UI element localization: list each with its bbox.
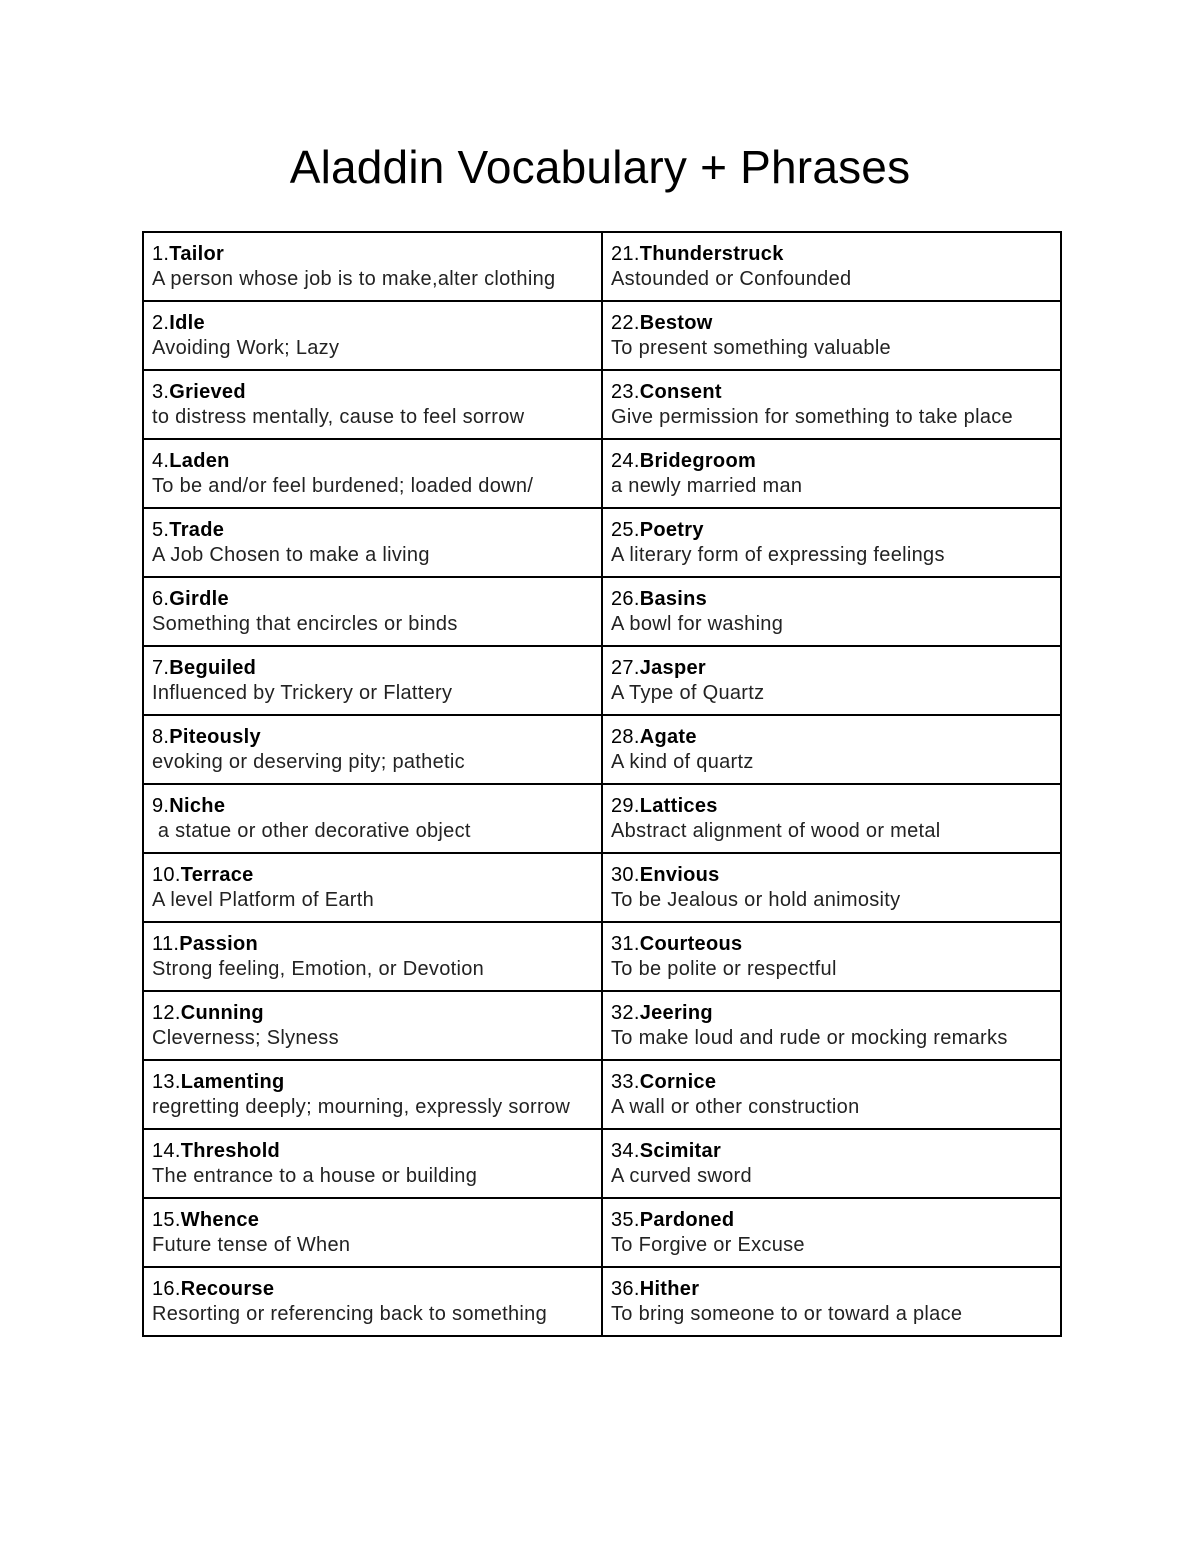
vocab-word: Basins — [639, 587, 708, 610]
vocab-term — [152, 1208, 593, 1233]
vocab-cell — [143, 232, 602, 301]
vocab-definition: Influenced by Trickery or Flattery — [152, 681, 453, 704]
table-row — [143, 853, 1061, 922]
vocab-word: Lamenting — [180, 1070, 285, 1093]
vocab-term — [611, 311, 1052, 336]
vocab-term — [152, 725, 593, 750]
vocab-cell — [143, 922, 602, 991]
vocab-number: 24. — [611, 449, 640, 472]
vocab-number: 31. — [611, 932, 640, 955]
vocab-cell — [602, 577, 1061, 646]
vocab-definition: Resorting or referencing back to something — [152, 1302, 548, 1325]
vocabulary-table-body — [143, 232, 1061, 1336]
vocab-definition: To present something valuable — [611, 336, 891, 359]
vocab-cell — [143, 508, 602, 577]
vocab-cell — [602, 301, 1061, 370]
vocab-number: 35. — [611, 1208, 640, 1231]
vocab-number: 10. — [152, 863, 181, 886]
vocab-term — [152, 932, 593, 957]
vocab-word: Hither — [639, 1277, 700, 1300]
vocab-number: 9. — [152, 794, 170, 817]
vocab-cell — [602, 646, 1061, 715]
vocab-number: 13. — [152, 1070, 181, 1093]
vocab-number: 32. — [611, 1001, 640, 1024]
vocab-word: Piteously — [169, 725, 261, 748]
vocab-cell — [602, 715, 1061, 784]
vocab-word: Consent — [639, 380, 722, 403]
vocab-cell — [602, 784, 1061, 853]
vocab-number: 23. — [611, 380, 640, 403]
vocab-term — [611, 656, 1052, 681]
table-row — [143, 439, 1061, 508]
vocab-number: 33. — [611, 1070, 640, 1093]
vocab-cell — [143, 577, 602, 646]
vocab-word: Cornice — [639, 1070, 717, 1093]
vocab-term — [611, 1001, 1052, 1026]
vocab-definition: To be polite or respectful — [611, 957, 837, 980]
vocab-number: 4. — [152, 449, 170, 472]
vocab-definition: To make loud and rude or mocking remarks — [611, 1026, 1008, 1049]
vocab-term — [611, 1277, 1052, 1302]
vocab-word: Whence — [180, 1208, 260, 1231]
vocab-term — [611, 1208, 1052, 1233]
vocab-term — [152, 863, 593, 888]
vocab-word: Beguiled — [169, 656, 257, 679]
vocab-definition: A literary form of expressing feelings — [611, 543, 945, 566]
vocab-definition: A kind of quartz — [611, 750, 754, 773]
vocab-number: 27. — [611, 656, 640, 679]
vocab-word: Courteous — [639, 932, 743, 955]
vocab-definition: A Type of Quartz — [611, 681, 765, 704]
page-title: Aladdin Vocabulary + Phrases — [289, 141, 911, 193]
vocab-number: 22. — [611, 311, 640, 334]
vocab-term — [152, 587, 593, 612]
vocab-cell — [143, 439, 602, 508]
vocab-term — [611, 518, 1052, 543]
vocab-term — [152, 242, 593, 267]
table-row — [143, 301, 1061, 370]
vocab-definition: A bowl for washing — [611, 612, 784, 635]
vocab-word: Trade — [169, 518, 225, 541]
vocab-word: Jasper — [639, 656, 706, 679]
vocab-word: Grieved — [169, 380, 246, 403]
vocab-word: Envious — [639, 863, 720, 886]
vocab-number: 21. — [611, 242, 640, 265]
table-row — [143, 1060, 1061, 1129]
vocab-term — [611, 449, 1052, 474]
vocab-word: Jeering — [639, 1001, 713, 1024]
vocab-word: Passion — [179, 932, 259, 955]
vocab-definition: Avoiding Work; Lazy — [152, 336, 340, 359]
vocab-number: 1. — [152, 242, 170, 265]
vocab-cell — [143, 1267, 602, 1336]
vocab-definition: The entrance to a house or building — [152, 1164, 478, 1187]
vocab-cell — [602, 232, 1061, 301]
vocab-number: 29. — [611, 794, 640, 817]
vocab-term — [611, 1139, 1052, 1164]
vocab-term — [152, 794, 593, 819]
table-row — [143, 922, 1061, 991]
vocab-number: 30. — [611, 863, 640, 886]
vocab-word: Idle — [169, 311, 205, 334]
vocab-number: 16. — [152, 1277, 181, 1300]
vocab-definition: to distress mentally, cause to feel sorrow — [152, 405, 525, 428]
vocab-definition: To be and/or feel burdened; loaded down/ — [152, 474, 534, 497]
vocab-definition: Cleverness; Slyness — [152, 1026, 339, 1049]
vocab-number: 36. — [611, 1277, 640, 1300]
vocab-definition: A wall or other construction — [611, 1095, 860, 1118]
vocab-word: Scimitar — [639, 1139, 722, 1162]
table-row — [143, 370, 1061, 439]
vocabulary-table — [142, 231, 1062, 1337]
vocab-term — [611, 794, 1052, 819]
vocab-term — [152, 518, 593, 543]
vocab-number: 28. — [611, 725, 640, 748]
vocab-cell — [602, 853, 1061, 922]
vocab-cell — [602, 1198, 1061, 1267]
vocab-term — [611, 1070, 1052, 1095]
vocab-cell — [602, 1129, 1061, 1198]
vocab-number: 6. — [152, 587, 170, 610]
vocab-cell — [143, 853, 602, 922]
vocab-cell — [602, 922, 1061, 991]
vocab-word: Poetry — [639, 518, 704, 541]
vocab-number: 26. — [611, 587, 640, 610]
vocab-word: Tailor — [169, 242, 225, 265]
vocab-cell — [143, 715, 602, 784]
vocab-definition: A curved sword — [611, 1164, 752, 1187]
vocab-cell — [602, 991, 1061, 1060]
vocab-definition: Strong feeling, Emotion, or Devotion — [152, 957, 485, 980]
vocab-number: 15. — [152, 1208, 181, 1231]
vocab-definition: a statue or other decorative object — [152, 819, 471, 842]
vocab-term — [152, 1070, 593, 1095]
vocab-word: Pardoned — [639, 1208, 735, 1231]
table-row — [143, 991, 1061, 1060]
vocab-number: 3. — [152, 380, 170, 403]
vocab-cell — [143, 301, 602, 370]
vocab-definition: Abstract alignment of wood or metal — [611, 819, 941, 842]
vocab-cell — [602, 1267, 1061, 1336]
vocab-cell — [143, 646, 602, 715]
vocab-cell — [143, 784, 602, 853]
vocab-cell — [143, 370, 602, 439]
vocab-word: Niche — [169, 794, 226, 817]
vocab-cell — [143, 991, 602, 1060]
vocab-definition: A Job Chosen to make a living — [152, 543, 430, 566]
vocab-definition: Astounded or Confounded — [611, 267, 852, 290]
vocab-number: 11. — [152, 932, 180, 955]
vocab-definition: To Forgive or Excuse — [611, 1233, 805, 1256]
vocab-term — [152, 449, 593, 474]
vocab-number: 34. — [611, 1139, 640, 1162]
vocab-term — [611, 725, 1052, 750]
vocab-term — [152, 311, 593, 336]
vocab-word: Bridegroom — [639, 449, 757, 472]
vocab-definition: Give permission for something to take place — [611, 405, 1013, 428]
vocab-definition: a newly married man — [611, 474, 803, 497]
vocab-term — [611, 863, 1052, 888]
table-row — [143, 784, 1061, 853]
vocab-word: Laden — [169, 449, 230, 472]
table-row — [143, 646, 1061, 715]
vocab-definition: Something that encircles or binds — [152, 612, 458, 635]
vocab-term — [152, 1001, 593, 1026]
vocab-term — [152, 1139, 593, 1164]
vocab-cell — [143, 1198, 602, 1267]
table-row — [143, 1198, 1061, 1267]
vocab-term — [611, 380, 1052, 405]
table-row — [143, 232, 1061, 301]
vocab-word: Terrace — [180, 863, 254, 886]
vocab-word: Recourse — [180, 1277, 275, 1300]
vocab-cell — [602, 508, 1061, 577]
vocab-number: 5. — [152, 518, 170, 541]
vocab-term — [152, 1277, 593, 1302]
vocab-number: 25. — [611, 518, 640, 541]
vocab-number: 2. — [152, 311, 170, 334]
table-row — [143, 715, 1061, 784]
vocab-cell — [602, 1060, 1061, 1129]
vocab-word: Agate — [639, 725, 697, 748]
vocab-definition: A person whose job is to make,alter clothing — [152, 267, 556, 290]
vocab-term — [611, 587, 1052, 612]
vocab-cell — [602, 439, 1061, 508]
vocab-word: Thunderstruck — [639, 242, 784, 265]
vocab-cell — [602, 370, 1061, 439]
vocab-number: 8. — [152, 725, 170, 748]
vocab-term — [611, 242, 1052, 267]
vocab-term — [152, 656, 593, 681]
vocab-word: Bestow — [639, 311, 713, 334]
table-row — [143, 1267, 1061, 1336]
vocab-word: Threshold — [180, 1139, 281, 1162]
vocab-term — [152, 380, 593, 405]
vocab-word: Girdle — [169, 587, 229, 610]
vocab-cell — [143, 1060, 602, 1129]
vocab-definition: A level Platform of Earth — [152, 888, 375, 911]
vocab-number: 7. — [152, 656, 170, 679]
vocab-number: 12. — [152, 1001, 181, 1024]
vocab-cell — [143, 1129, 602, 1198]
table-row — [143, 1129, 1061, 1198]
vocab-number: 14. — [152, 1139, 181, 1162]
table-row — [143, 577, 1061, 646]
vocab-definition: regretting deeply; mourning, expressly sorrow — [152, 1095, 571, 1118]
vocab-definition: To bring someone to or toward a place — [611, 1302, 963, 1325]
vocab-term — [611, 932, 1052, 957]
vocab-definition: To be Jealous or hold animosity — [611, 888, 901, 911]
vocab-word: Lattices — [639, 794, 718, 817]
vocab-definition: evoking or deserving pity; pathetic — [152, 750, 465, 773]
table-row — [143, 508, 1061, 577]
vocab-definition: Future tense of When — [152, 1233, 351, 1256]
vocab-word: Cunning — [180, 1001, 264, 1024]
